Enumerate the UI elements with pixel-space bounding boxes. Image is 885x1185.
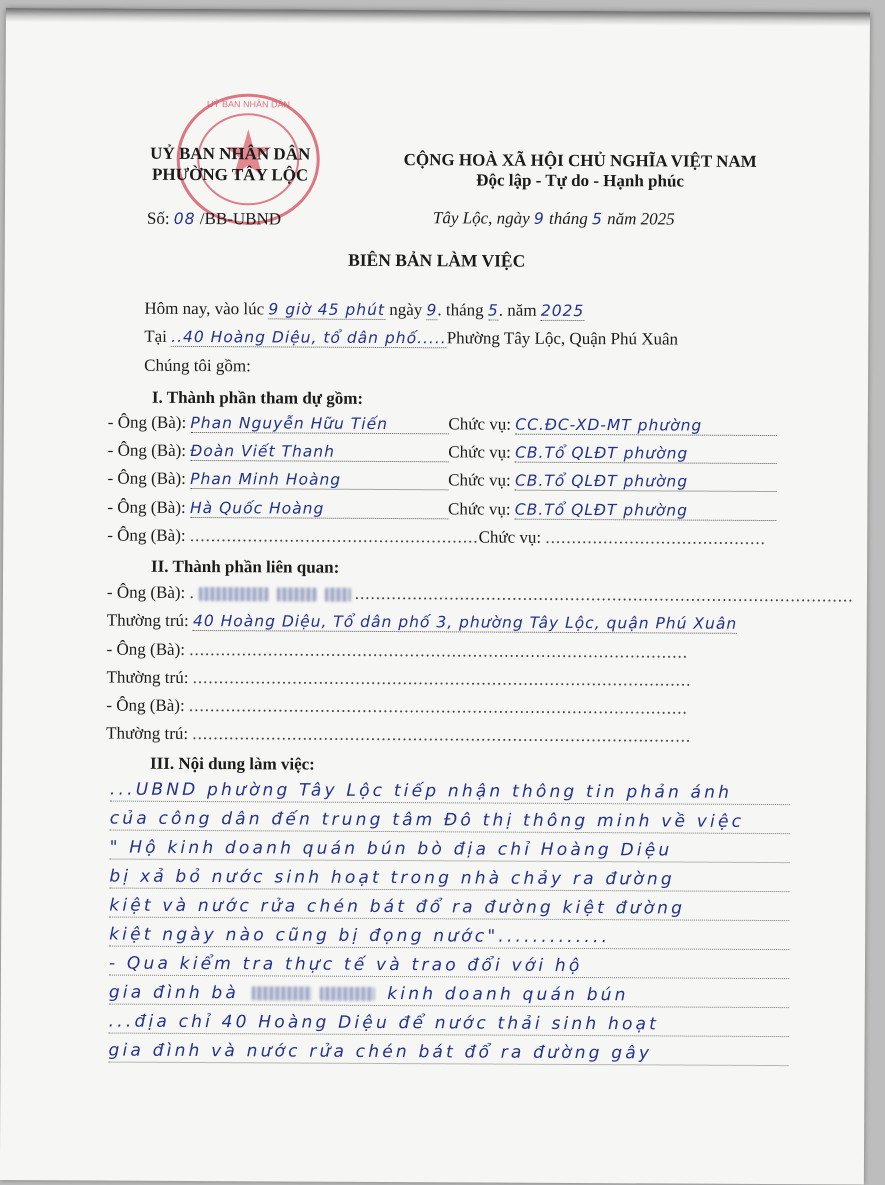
redacted-name: [252, 986, 312, 1000]
location-line: Tại ..40 Hoàng Diệu, tổ dân phố.....Phường Tây Lộc, Quận Phú Xuân: [144, 326, 679, 349]
org-name-line1: UỶ BAN NHÂN DÂN: [150, 143, 311, 164]
content-line: ...địa chỉ 40 Hoàng Diệu để nước thải sinh hoạt: [109, 1011, 789, 1038]
section-2-heading: II. Thành phần liên quan:: [151, 556, 340, 577]
related-person-row-empty: - Ông (Bà): ...............................................................................................: [106, 639, 689, 662]
related-person-row: - Ông (Bà): . ...............................................................................................: [106, 582, 854, 606]
national-motto: Độc lập - Tự do - Hạnh phúc: [476, 170, 685, 191]
we-include-line: Chúng tôi gồm:: [144, 355, 251, 376]
section-3-heading: III. Nội dung làm việc:: [149, 753, 315, 774]
residence-row: Thường trú: 40 Hoàng Diệu, Tổ dân phố 3, phường Tây Lộc, quận Phú Xuân: [106, 610, 738, 633]
participant-row: - Ông (Bà): Đoàn Viết Thanh Chức vụ: CB.Tổ QLĐT phường: [108, 441, 778, 465]
redacted-name: [199, 587, 269, 601]
redacted-name: [277, 588, 317, 602]
time-line: Hôm nay, vào lúc 9 giờ 45 phút ngày 9. tháng 5. năm 2025: [144, 298, 585, 321]
participant-row-empty: - Ông (Bà): .......................................................Chức vụ: ..........................................: [107, 525, 766, 548]
content-line: kiệt và nước rửa chén bát đổ ra đường kiệt đường: [109, 895, 789, 922]
content-line: " Hộ kinh doanh quán bún bò địa chỉ Hoàng Diệu: [110, 837, 790, 864]
residence-row-empty: Thường trú: ...............................................................................................: [106, 723, 692, 746]
document-page: [0, 8, 870, 1185]
redacted-name: [320, 987, 375, 1001]
content-line: gia đình bà kinh doanh quán bún: [109, 982, 789, 1009]
content-line: gia đình và nước rửa chén bát đổ ra đường gây: [108, 1040, 788, 1067]
residence-row-empty: Thường trú: ...............................................................................................: [106, 667, 692, 690]
org-name-line2: PHƯỜNG TÂY LỘC: [152, 164, 309, 185]
participant-row: - Ông (Bà): Phan Minh Hoàng Chức vụ: CB.Tổ QLĐT phường: [107, 469, 777, 493]
section-1-heading: I. Thành phần tham dự gồm:: [151, 387, 364, 408]
page-top-edge: [6, 8, 870, 27]
doc-number: Số: 08 /BB-UBND: [146, 208, 282, 229]
participant-row: - Ông (Bà): Hà Quốc Hoàng Chức vụ: CB.Tổ QLĐT phường: [107, 498, 777, 522]
content-line: kiệt ngày nào cũng bị đọng nước".............: [109, 924, 789, 951]
participant-row: - Ông (Bà): Phan Nguyễn Hữu Tiến Chức vụ: CC.ĐC-XD-MT phường: [108, 413, 778, 437]
content-line: - Qua kiểm tra thực tế và trao đổi với hộ: [109, 953, 789, 980]
national-title: CỘNG HOÀ XÃ HỘI CHỦ NGHĨA VIỆT NAM: [403, 150, 757, 171]
svg-text:UỶ BAN NHÂN DÂN: UỶ BAN NHÂN DÂN: [206, 99, 291, 110]
place-date: Tây Lộc, ngày 9 tháng 5 năm 2025: [432, 208, 675, 229]
redacted-name: [325, 588, 351, 602]
document-title: BIÊN BẢN LÀM VIỆC: [348, 249, 526, 271]
related-person-row-empty: - Ông (Bà): ...............................................................................................: [106, 695, 688, 718]
content-line: bị xả bỏ nước sinh hoạt trong nhà chảy ra đường: [109, 866, 789, 893]
content-line: của công dân đến trung tâm Đô thị thông minh về việc: [110, 808, 790, 835]
content-line: ...UBND phường Tây Lộc tiếp nhận thông tin phản ánh: [110, 779, 790, 806]
